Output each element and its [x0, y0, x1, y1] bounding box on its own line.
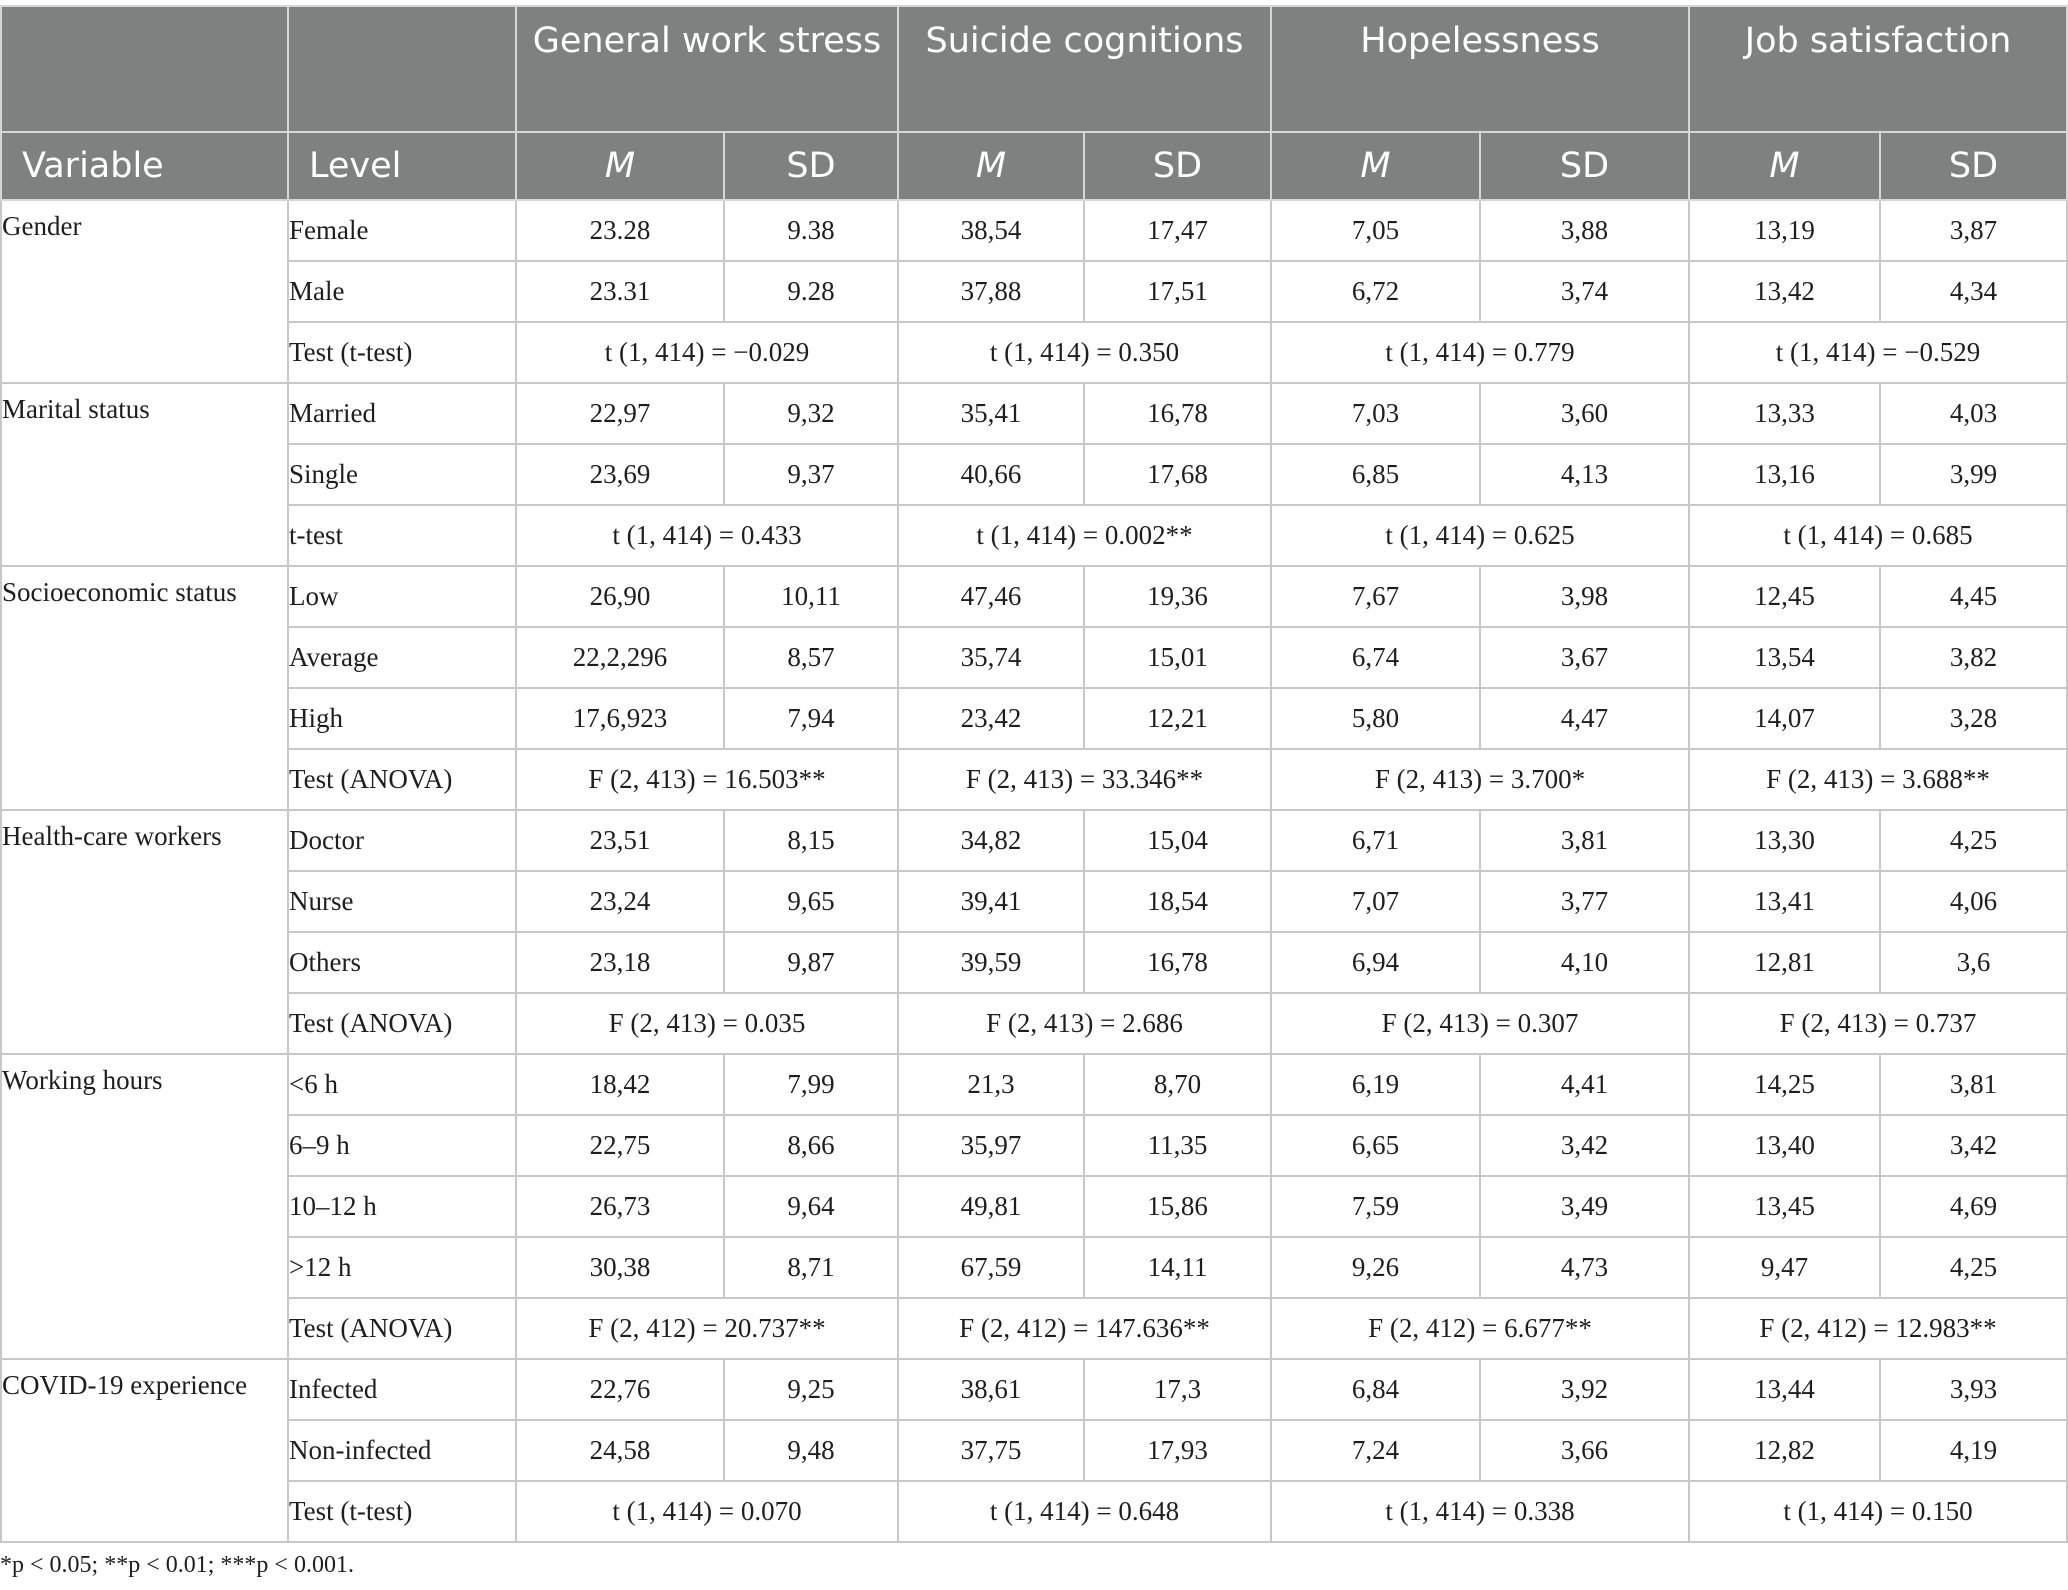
mean-cell: 6,74	[1271, 627, 1480, 688]
mean-cell: 13,42	[1689, 261, 1880, 322]
mean-cell: 23,24	[516, 871, 724, 932]
mean-cell: 13,40	[1689, 1115, 1880, 1176]
mean-cell: 13,19	[1689, 200, 1880, 261]
sd-cell: 4,19	[1880, 1420, 2067, 1481]
header-group: General work stress	[516, 6, 898, 132]
sd-cell: 3,93	[1880, 1359, 2067, 1420]
mean-cell: 6,85	[1271, 444, 1480, 505]
sd-cell: 17,3	[1084, 1359, 1271, 1420]
test-statistic-cell: F (2, 412) = 6.677**	[1271, 1298, 1689, 1359]
mean-cell: 24,58	[516, 1420, 724, 1481]
sd-cell: 3,60	[1480, 383, 1689, 444]
level-cell: >12 h	[288, 1237, 516, 1298]
sd-cell: 9.28	[724, 261, 898, 322]
sd-cell: 3,81	[1480, 810, 1689, 871]
mean-cell: 13,30	[1689, 810, 1880, 871]
test-label-cell: Test (ANOVA)	[288, 993, 516, 1054]
header-mean: M	[516, 132, 724, 200]
level-cell: High	[288, 688, 516, 749]
mean-cell: 23.28	[516, 200, 724, 261]
level-cell: Infected	[288, 1359, 516, 1420]
level-cell: 10–12 h	[288, 1176, 516, 1237]
test-row	[1, 1298, 2067, 1359]
mean-cell: 14,25	[1689, 1054, 1880, 1115]
table-body	[1, 200, 2067, 1542]
mean-cell: 26,90	[516, 566, 724, 627]
mean-cell: 26,73	[516, 1176, 724, 1237]
test-statistic-cell: t (1, 414) = 0.433	[516, 505, 898, 566]
mean-cell: 23,42	[898, 688, 1084, 749]
table-row	[1, 1237, 2067, 1298]
mean-cell: 6,72	[1271, 261, 1480, 322]
variable-name-cell: COVID-19 experience	[1, 1359, 288, 1542]
mean-cell: 22,97	[516, 383, 724, 444]
sd-cell: 9.38	[724, 200, 898, 261]
test-statistic-cell: F (2, 412) = 147.636**	[898, 1298, 1271, 1359]
mean-cell: 40,66	[898, 444, 1084, 505]
variable-name-cell: Socioeconomic status	[1, 566, 288, 810]
mean-cell: 6,84	[1271, 1359, 1480, 1420]
test-label-cell: Test (t-test)	[288, 1481, 516, 1542]
sd-cell: 17,51	[1084, 261, 1271, 322]
level-cell: 6–9 h	[288, 1115, 516, 1176]
sd-cell: 3,66	[1480, 1420, 1689, 1481]
sd-cell: 16,78	[1084, 383, 1271, 444]
table-row	[1, 566, 2067, 627]
level-cell: Others	[288, 932, 516, 993]
test-statistic-cell: t (1, 414) = 0.779	[1271, 322, 1689, 383]
header-sd: SD	[1880, 132, 2067, 200]
table-header	[1, 6, 2067, 200]
mean-cell: 13,33	[1689, 383, 1880, 444]
mean-cell: 6,19	[1271, 1054, 1480, 1115]
test-row	[1, 322, 2067, 383]
test-statistic-cell: t (1, 414) = 0.338	[1271, 1481, 1689, 1542]
sd-cell: 4,03	[1880, 383, 2067, 444]
table-row	[1, 383, 2067, 444]
sd-cell: 16,78	[1084, 932, 1271, 993]
mean-cell: 12,82	[1689, 1420, 1880, 1481]
variable-name-cell: Marital status	[1, 383, 288, 566]
mean-cell: 12,81	[1689, 932, 1880, 993]
mean-cell: 22,2,296	[516, 627, 724, 688]
mean-cell: 13,16	[1689, 444, 1880, 505]
header-sd: SD	[1084, 132, 1271, 200]
sd-cell: 3,99	[1880, 444, 2067, 505]
test-statistic-cell: F (2, 413) = 0.035	[516, 993, 898, 1054]
sd-cell: 15,86	[1084, 1176, 1271, 1237]
header-group-row	[1, 6, 2067, 132]
sd-cell: 17,93	[1084, 1420, 1271, 1481]
sd-cell: 15,01	[1084, 627, 1271, 688]
sd-cell: 7,99	[724, 1054, 898, 1115]
header-variable: Variable	[1, 132, 288, 200]
header-mean: M	[898, 132, 1084, 200]
header-group: Hopelessness	[1271, 6, 1689, 132]
mean-cell: 7,24	[1271, 1420, 1480, 1481]
mean-cell: 18,42	[516, 1054, 724, 1115]
mean-cell: 37,75	[898, 1420, 1084, 1481]
mean-cell: 9,26	[1271, 1237, 1480, 1298]
test-statistic-cell: t (1, 414) = 0.150	[1689, 1481, 2067, 1542]
sd-cell: 9,37	[724, 444, 898, 505]
sd-cell: 4,47	[1480, 688, 1689, 749]
level-cell: Non-infected	[288, 1420, 516, 1481]
header-sd: SD	[1480, 132, 1689, 200]
sd-cell: 3,87	[1880, 200, 2067, 261]
test-row	[1, 1481, 2067, 1542]
sd-cell: 3,98	[1480, 566, 1689, 627]
sd-cell: 9,65	[724, 871, 898, 932]
sd-cell: 4,25	[1880, 810, 2067, 871]
mean-cell: 38,61	[898, 1359, 1084, 1420]
mean-cell: 35,41	[898, 383, 1084, 444]
test-statistic-cell: F (2, 412) = 12.983**	[1689, 1298, 2067, 1359]
header-blank-cell	[288, 6, 516, 132]
variable-name-cell: Health-care workers	[1, 810, 288, 1054]
test-statistic-cell: t (1, 414) = 0.002**	[898, 505, 1271, 566]
mean-cell: 5,80	[1271, 688, 1480, 749]
header-sd: SD	[724, 132, 898, 200]
level-cell: <6 h	[288, 1054, 516, 1115]
mean-cell: 35,74	[898, 627, 1084, 688]
sd-cell: 3,77	[1480, 871, 1689, 932]
mean-cell: 6,94	[1271, 932, 1480, 993]
sd-cell: 8,71	[724, 1237, 898, 1298]
sd-cell: 3,42	[1880, 1115, 2067, 1176]
mean-cell: 6,71	[1271, 810, 1480, 871]
mean-cell: 49,81	[898, 1176, 1084, 1237]
sd-cell: 17,47	[1084, 200, 1271, 261]
sd-cell: 3,82	[1880, 627, 2067, 688]
variable-name-cell: Gender	[1, 200, 288, 383]
sd-cell: 19,36	[1084, 566, 1271, 627]
sd-cell: 4,41	[1480, 1054, 1689, 1115]
mean-cell: 13,54	[1689, 627, 1880, 688]
mean-cell: 23.31	[516, 261, 724, 322]
sd-cell: 15,04	[1084, 810, 1271, 871]
test-statistic-cell: F (2, 413) = 3.688**	[1689, 749, 2067, 810]
test-statistic-cell: F (2, 413) = 0.737	[1689, 993, 2067, 1054]
mean-cell: 7,05	[1271, 200, 1480, 261]
mean-cell: 38,54	[898, 200, 1084, 261]
table-row	[1, 932, 2067, 993]
level-cell: Single	[288, 444, 516, 505]
sd-cell: 9,32	[724, 383, 898, 444]
sd-cell: 3,42	[1480, 1115, 1689, 1176]
mean-cell: 23,18	[516, 932, 724, 993]
test-statistic-cell: F (2, 412) = 20.737**	[516, 1298, 898, 1359]
table-row	[1, 1115, 2067, 1176]
header-group: Suicide cognitions	[898, 6, 1271, 132]
sd-cell: 11,35	[1084, 1115, 1271, 1176]
level-cell: Male	[288, 261, 516, 322]
test-label-cell: Test (ANOVA)	[288, 749, 516, 810]
table-row	[1, 261, 2067, 322]
test-row	[1, 505, 2067, 566]
table-row	[1, 810, 2067, 871]
test-statistic-cell: F (2, 413) = 16.503**	[516, 749, 898, 810]
sd-cell: 9,87	[724, 932, 898, 993]
footnote-text: *p < 0.05; **p < 0.01; ***p < 0.001.	[0, 1552, 354, 1578]
level-cell: Nurse	[288, 871, 516, 932]
mean-cell: 35,97	[898, 1115, 1084, 1176]
sd-cell: 3,6	[1880, 932, 2067, 993]
level-cell: Female	[288, 200, 516, 261]
mean-cell: 9,47	[1689, 1237, 1880, 1298]
variable-name-cell: Working hours	[1, 1054, 288, 1359]
sd-cell: 3,92	[1480, 1359, 1689, 1420]
mean-cell: 22,76	[516, 1359, 724, 1420]
test-row	[1, 993, 2067, 1054]
descriptive-stats-table	[0, 5, 2068, 1543]
table-row	[1, 200, 2067, 261]
header-group: Job satisfaction	[1689, 6, 2067, 132]
sd-cell: 8,66	[724, 1115, 898, 1176]
sd-cell: 10,11	[724, 566, 898, 627]
header-mean: M	[1689, 132, 1880, 200]
sd-cell: 9,64	[724, 1176, 898, 1237]
mean-cell: 34,82	[898, 810, 1084, 871]
sd-cell: 4,73	[1480, 1237, 1689, 1298]
mean-cell: 23,51	[516, 810, 724, 871]
sd-cell: 17,68	[1084, 444, 1271, 505]
header-column-row	[1, 132, 2067, 200]
mean-cell: 13,41	[1689, 871, 1880, 932]
mean-cell: 30,38	[516, 1237, 724, 1298]
mean-cell: 13,45	[1689, 1176, 1880, 1237]
table-row	[1, 1359, 2067, 1420]
table-row	[1, 1176, 2067, 1237]
test-label-cell: Test (ANOVA)	[288, 1298, 516, 1359]
mean-cell: 7,59	[1271, 1176, 1480, 1237]
level-cell: Married	[288, 383, 516, 444]
mean-cell: 22,75	[516, 1115, 724, 1176]
sd-cell: 4,13	[1480, 444, 1689, 505]
mean-cell: 23,69	[516, 444, 724, 505]
mean-cell: 14,07	[1689, 688, 1880, 749]
level-cell: Low	[288, 566, 516, 627]
mean-cell: 7,07	[1271, 871, 1480, 932]
sd-cell: 3,74	[1480, 261, 1689, 322]
mean-cell: 39,41	[898, 871, 1084, 932]
header-blank-cell	[1, 6, 288, 132]
table-row	[1, 1054, 2067, 1115]
sd-cell: 8,57	[724, 627, 898, 688]
mean-cell: 13,44	[1689, 1359, 1880, 1420]
test-statistic-cell: t (1, 414) = 0.350	[898, 322, 1271, 383]
mean-cell: 12,45	[1689, 566, 1880, 627]
sd-cell: 18,54	[1084, 871, 1271, 932]
test-statistic-cell: t (1, 414) = −0.529	[1689, 322, 2067, 383]
level-cell: Average	[288, 627, 516, 688]
mean-cell: 21,3	[898, 1054, 1084, 1115]
sd-cell: 8,70	[1084, 1054, 1271, 1115]
test-statistic-cell: t (1, 414) = 0.625	[1271, 505, 1689, 566]
test-row	[1, 749, 2067, 810]
sd-cell: 3,67	[1480, 627, 1689, 688]
sd-cell: 7,94	[724, 688, 898, 749]
table-row	[1, 1420, 2067, 1481]
sd-cell: 9,25	[724, 1359, 898, 1420]
table-row	[1, 444, 2067, 505]
test-label-cell: t-test	[288, 505, 516, 566]
mean-cell: 37,88	[898, 261, 1084, 322]
mean-cell: 7,67	[1271, 566, 1480, 627]
test-statistic-cell: t (1, 414) = 0.685	[1689, 505, 2067, 566]
mean-cell: 47,46	[898, 566, 1084, 627]
table-row	[1, 871, 2067, 932]
sd-cell: 3,81	[1880, 1054, 2067, 1115]
mean-cell: 17,6,923	[516, 688, 724, 749]
sd-cell: 4,45	[1880, 566, 2067, 627]
sd-cell: 12,21	[1084, 688, 1271, 749]
mean-cell: 67,59	[898, 1237, 1084, 1298]
sd-cell: 4,06	[1880, 871, 2067, 932]
test-statistic-cell: F (2, 413) = 0.307	[1271, 993, 1689, 1054]
test-statistic-cell: F (2, 413) = 2.686	[898, 993, 1271, 1054]
table-row	[1, 627, 2067, 688]
mean-cell: 7,03	[1271, 383, 1480, 444]
test-label-cell: Test (t-test)	[288, 322, 516, 383]
sd-cell: 3,28	[1880, 688, 2067, 749]
test-statistic-cell: F (2, 413) = 33.346**	[898, 749, 1271, 810]
sd-cell: 4,10	[1480, 932, 1689, 993]
sd-cell: 3,88	[1480, 200, 1689, 261]
sd-cell: 4,34	[1880, 261, 2067, 322]
sd-cell: 4,25	[1880, 1237, 2067, 1298]
mean-cell: 6,65	[1271, 1115, 1480, 1176]
sd-cell: 14,11	[1084, 1237, 1271, 1298]
test-statistic-cell: F (2, 413) = 3.700*	[1271, 749, 1689, 810]
test-statistic-cell: t (1, 414) = −0.029	[516, 322, 898, 383]
table-row	[1, 688, 2067, 749]
header-mean: M	[1271, 132, 1480, 200]
test-statistic-cell: t (1, 414) = 0.070	[516, 1481, 898, 1542]
sd-cell: 4,69	[1880, 1176, 2067, 1237]
sd-cell: 8,15	[724, 810, 898, 871]
sd-cell: 9,48	[724, 1420, 898, 1481]
test-statistic-cell: t (1, 414) = 0.648	[898, 1481, 1271, 1542]
sd-cell: 3,49	[1480, 1176, 1689, 1237]
table-footnote	[0, 1552, 354, 1579]
level-cell: Doctor	[288, 810, 516, 871]
mean-cell: 39,59	[898, 932, 1084, 993]
header-level: Level	[288, 132, 516, 200]
